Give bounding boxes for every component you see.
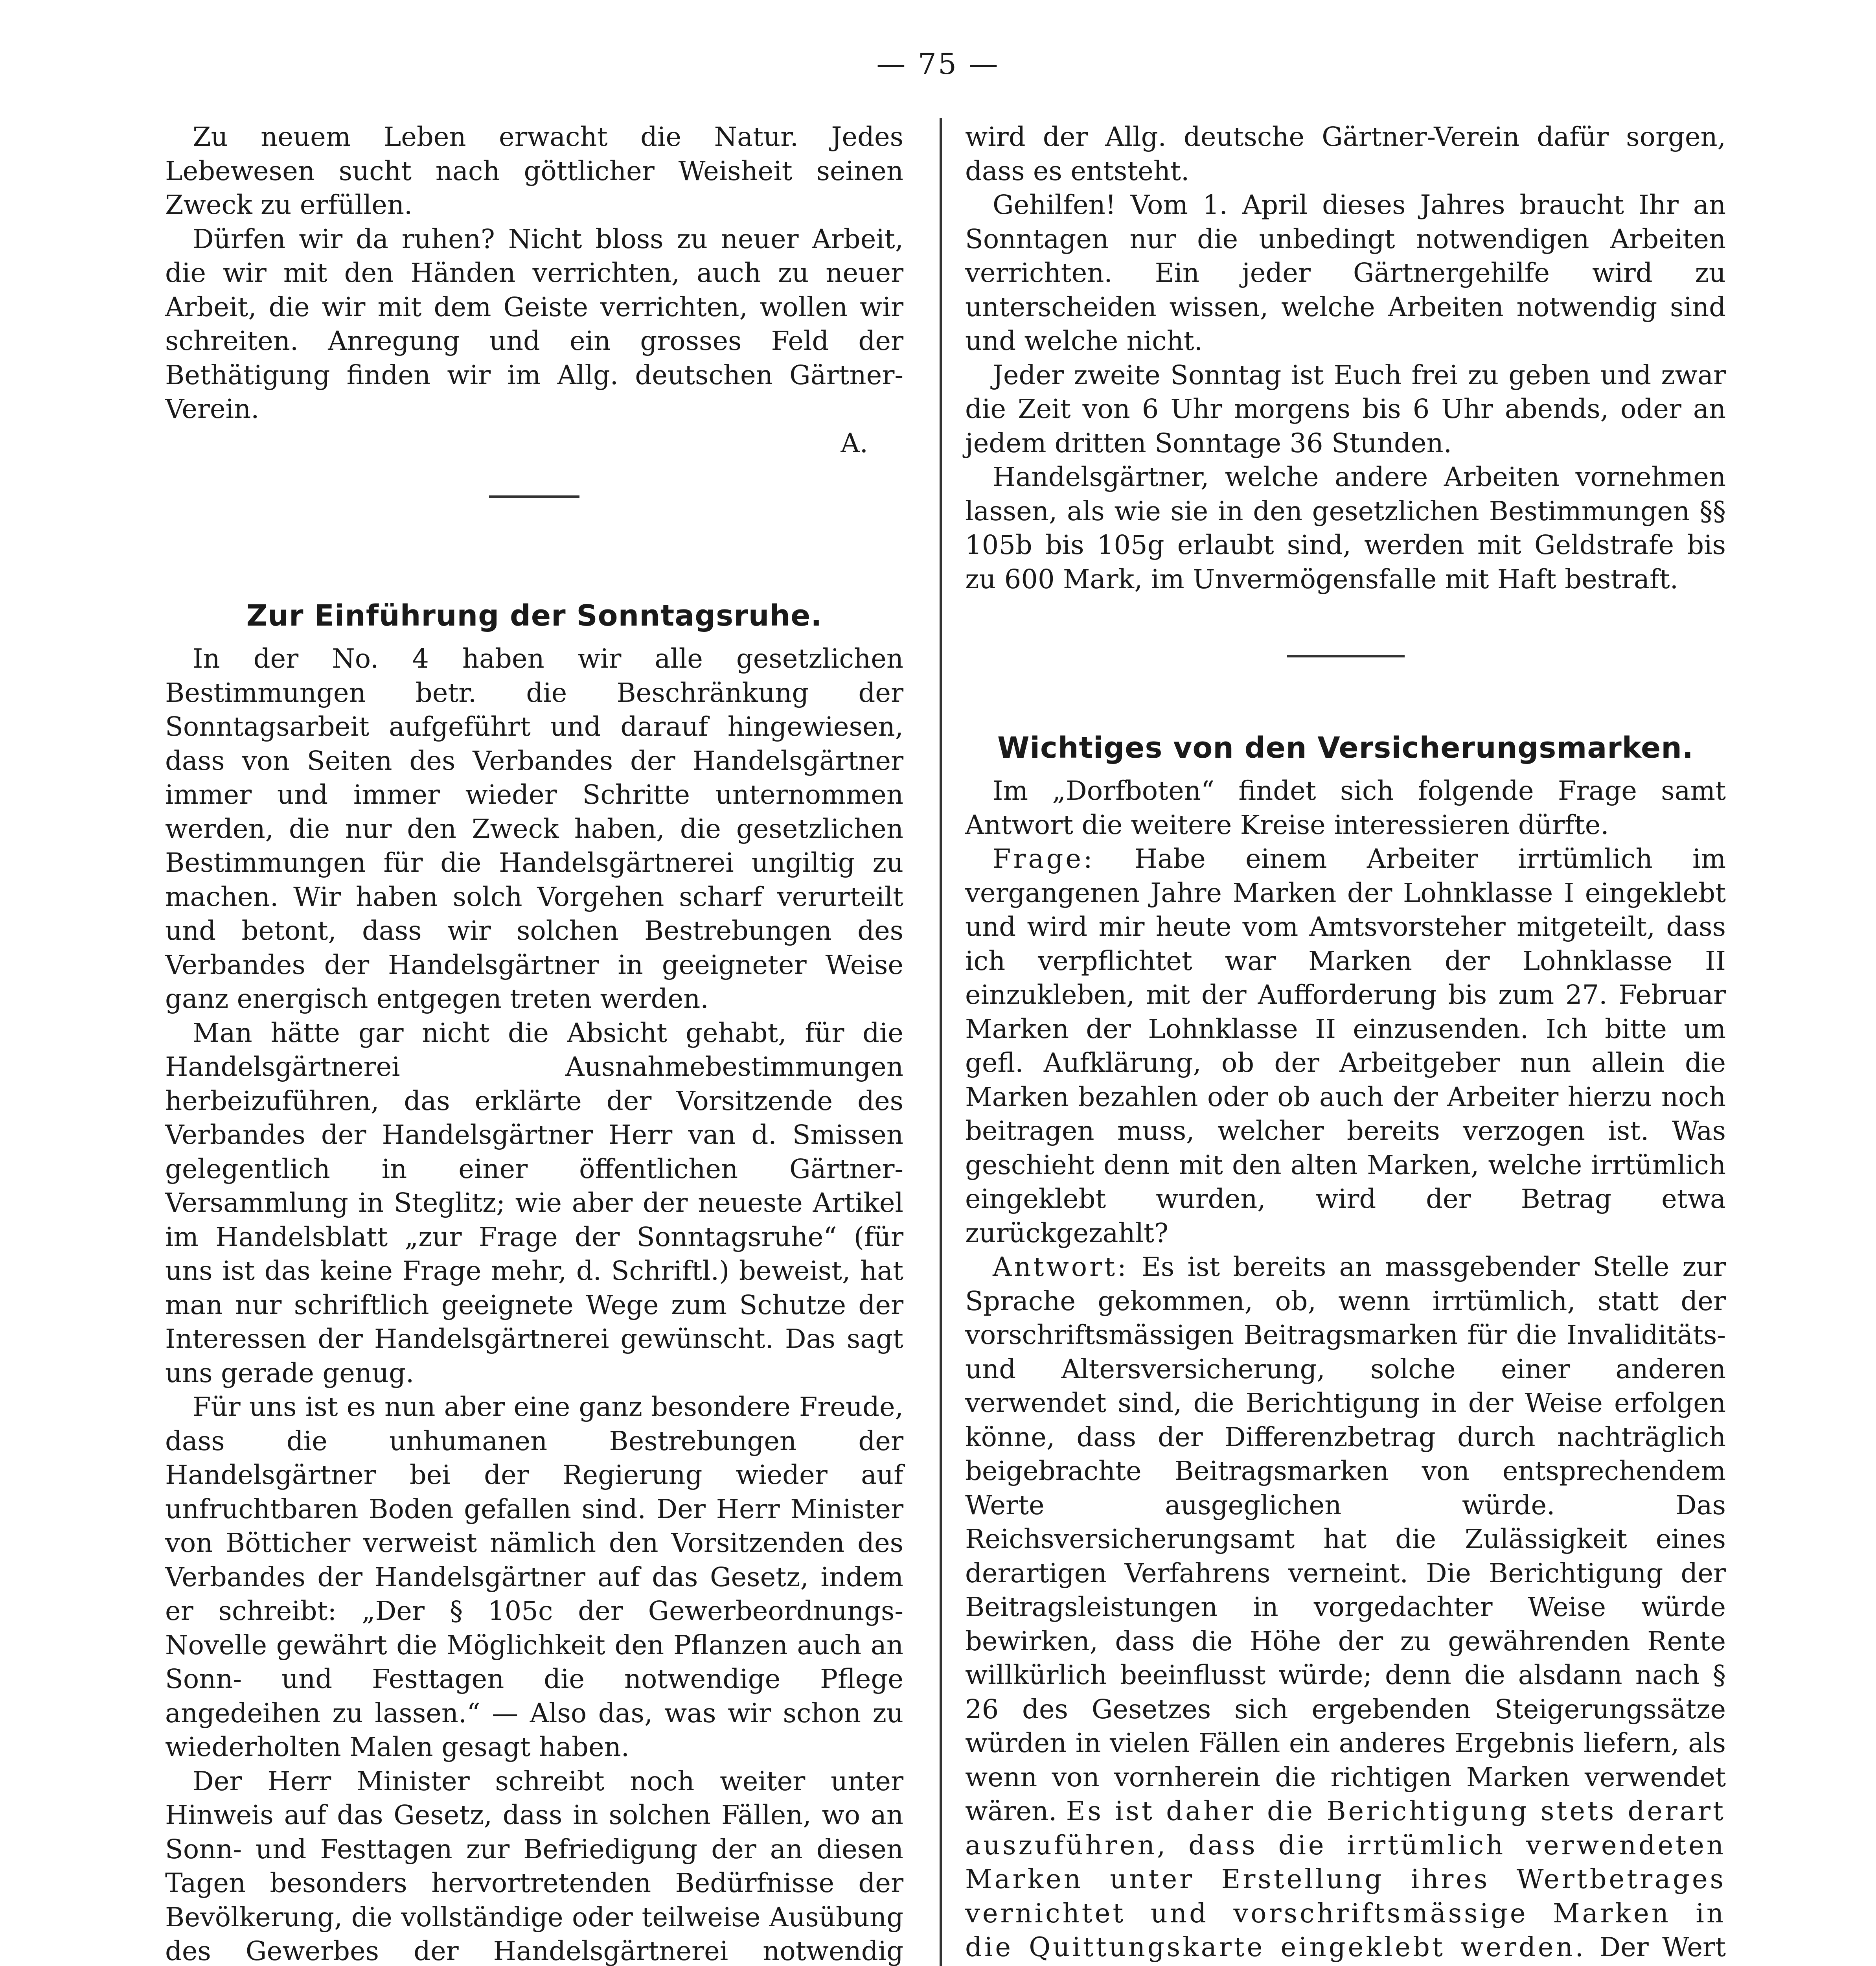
article-paragraph: In der No. 4 haben wir alle gesetzlichen Bestimmungen betr. die Beschränkung der Sonntagsarbeit aufgeführt und darauf hingewiesen, dass von Seiten des Verbandes der Handelsgärtner immer und immer wieder Schritte unternommen werden, die nur den Zweck haben, die gesetzlichen Bestimmungen für die Handelsgärtnerei ungiltig zu machen. Wir haben solch Vorgehen scharf verurteilt und betont, dass wir solchen Bestrebungen des Verbandes der Handelsgärtner in geeigneter Weise ganz energisch entgegen treten werden. xyxy=(165,643,903,1014)
continuation-paragraph: wird der Allg. deutsche Gärtner-Verein dafür sorgen, dass es entsteht. xyxy=(965,121,1726,186)
question-paragraph xyxy=(965,842,1726,1250)
continuation-paragraph: Handelsgärtner, welche andere Arbeiten vornehmen lassen, als wie sie in den gesetzlichen Bestimmungen §§ 105b bis 105g erlaubt sind, werden mit Geldstrafe bis zu 600 Mark, im Unvermögensfalle mit Haft bestraft. xyxy=(965,462,1726,595)
question-text: Habe einem Arbeiter irrtümlich im vergangenen Jahre Marken der Lohnklasse I eingeklebt und wird mir heute vom Amtsvorsteher mitgeteilt, dass ich verpflichtet war Marken der Lohnklasse II einzukleben, mit der Aufforderung bis zum 27. Februar Marken der Lohnklasse II einzusenden. Ich bitte um gefl. Aufklärung, ob der Arbeitgeber nun allein die Marken bezahlen oder ob auch der Arbeiter hierzu noch beitragen muss, welcher bereits verzogen ist. Was geschieht denn mit den alten Marken, welche irrtümlich eingeklebt wurden, wird der Betrag etwa zurückgezahlt? xyxy=(965,843,1726,1248)
article-paragraph: Der Herr Minister schreibt noch weiter unter Hinweis auf das Gesetz, dass in solchen Fällen, wo an Sonn- und Festtagen zur Befriedigung der an diesen Tagen besonders hervortretenden Bedürfnisse der Bevölkerung, die vollständige oder teilweise Ausübung des Gewerbes der Handelsgärtnerei notwendig xyxy=(165,1765,903,1966)
answer-text: Der Wert xyxy=(1599,1932,1726,1962)
intro-signature: A. xyxy=(841,427,868,458)
left-column xyxy=(165,120,903,1966)
intro-paragraph: Zu neuem Leben erwacht die Natur. Jedes Lebewesen sucht nach göttlicher Weisheit seinen Zweck zu erfüllen. xyxy=(165,121,903,220)
answer-text: Es ist bereits an massgebender Stelle zur Sprache gekommen, ob, wenn irrtümlich, statt der vorschriftsmässigen Beitragsmarken für die Invaliditäts- und Altersversicherung, solche einer anderen verwendet sind, die Berichtigung in der Weise erfolgen könne, dass der Differenzbetrag durch nachträglich beigebrachte Beitragsmarken von entsprechendem Werte ausgeglichen würde. Das Reichsversicherungsamt hat die Zulässigkeit eines derartigen Verfahrens verneint. Die Berichtigung der Beitragsleistungen in vorgedachter Weise würde bewirken, dass die Höhe der zu gewährenden Rente willkürlich beeinflusst würde; denn die alsdann nach § 26 des Gesetzes sich ergebenden Steigerungssätze würden in vielen Fällen ein anderes Ergebnis liefern, als wenn von vornherein die richtigen Marken verwendet wären. xyxy=(965,1252,1726,1826)
continuation-paragraph: Gehilfen! Vom 1. April dieses Jahres braucht Ihr an Sonntagen nur die unbedingt notwendigen Arbeiten verrichten. Ein jeder Gärtnergehilfe wird zu unterscheiden wissen, welche Arbeiten notwendig sind und welche nicht. xyxy=(965,190,1726,356)
article-heading: Zur Einführung der Sonntagsruhe. xyxy=(246,599,822,633)
answer-emphasis: Es ist daher die Berichtigung stets derart auszuführen, dass die irrtümlich verwendeten Marken unter Erstellung ihres Wertbetrages vernichtet und vorschriftsmässige Marken in die Quittungskarte eingeklebt werden. xyxy=(965,1796,1726,1962)
column-divider xyxy=(940,118,942,1966)
answer-label: Antwort: xyxy=(993,1252,1129,1282)
intro-paragraph: Dürfen wir da ruhen? Nicht bloss zu neuer Arbeit, die wir mit den Händen verrichten, auch zu neuer Arbeit, die wir mit dem Geiste verrichten, wollen wir schreiten. Anregung und ein grosses Feld der Bethätigung finden wir im Allg. deutschen Gärtner-Verein. xyxy=(165,223,903,424)
right-column xyxy=(965,120,1726,1966)
article-paragraph: Man hätte gar nicht die Absicht gehabt, für die Handelsgärtnerei Ausnahmebestimmungen herbeizuführen, das erklärte der Vorsitzende des Verbandes der Handelsgärtner Herr van d. Smissen gelegentlich in einer öffentlichen Gärtner-Versammlung in Steglitz; wie aber der neueste Artikel im Handelsblatt „zur Frage der Sonntagsruhe“ (für uns ist das keine Frage mehr, d. Schriftl.) beweist, hat man nur schriftlich geeignete Wege zum Schutze der Interessen der Handelsgärtnerei gewünscht. Das sagt uns gerade genug. xyxy=(165,1017,903,1388)
answer-paragraph xyxy=(965,1250,1726,1966)
article-paragraph: Für uns ist es nun aber eine ganz besondere Freude, dass die unhumanen Bestrebungen der Handelsgärtner bei der Regierung wieder auf unfruchtbaren Boden gefallen sind. Der Herr Minister von Bötticher verweist nämlich den Vorsitzenden des Verbandes der Handelsgärtner auf das Gesetz, indem er schreibt: „Der § 105c der Gewerbeordnungs-Novelle gewährt die Möglichkeit den Pflanzen auch an Sonn- und Festtagen die notwendige Pflege angedeihen zu lassen.“ — Also das, was wir schon zu wiederholten Malen gesagt haben. xyxy=(165,1392,903,1762)
question-label: Frage: xyxy=(993,843,1095,874)
page-number: — 75 — xyxy=(876,47,1000,81)
article-heading: Wichtiges von den Versicherungsmarken. xyxy=(997,731,1694,765)
continuation-paragraph: Jeder zweite Sonntag ist Euch frei zu geben und zwar die Zeit von 6 Uhr morgens bis 6 Uhr abends, oder an jedem dritten Sonntage 36 Stunden. xyxy=(965,359,1726,458)
article-intro: Im „Dorfboten“ findet sich folgende Frage samt Antwort die weitere Kreise interessieren dürfte. xyxy=(965,775,1726,840)
